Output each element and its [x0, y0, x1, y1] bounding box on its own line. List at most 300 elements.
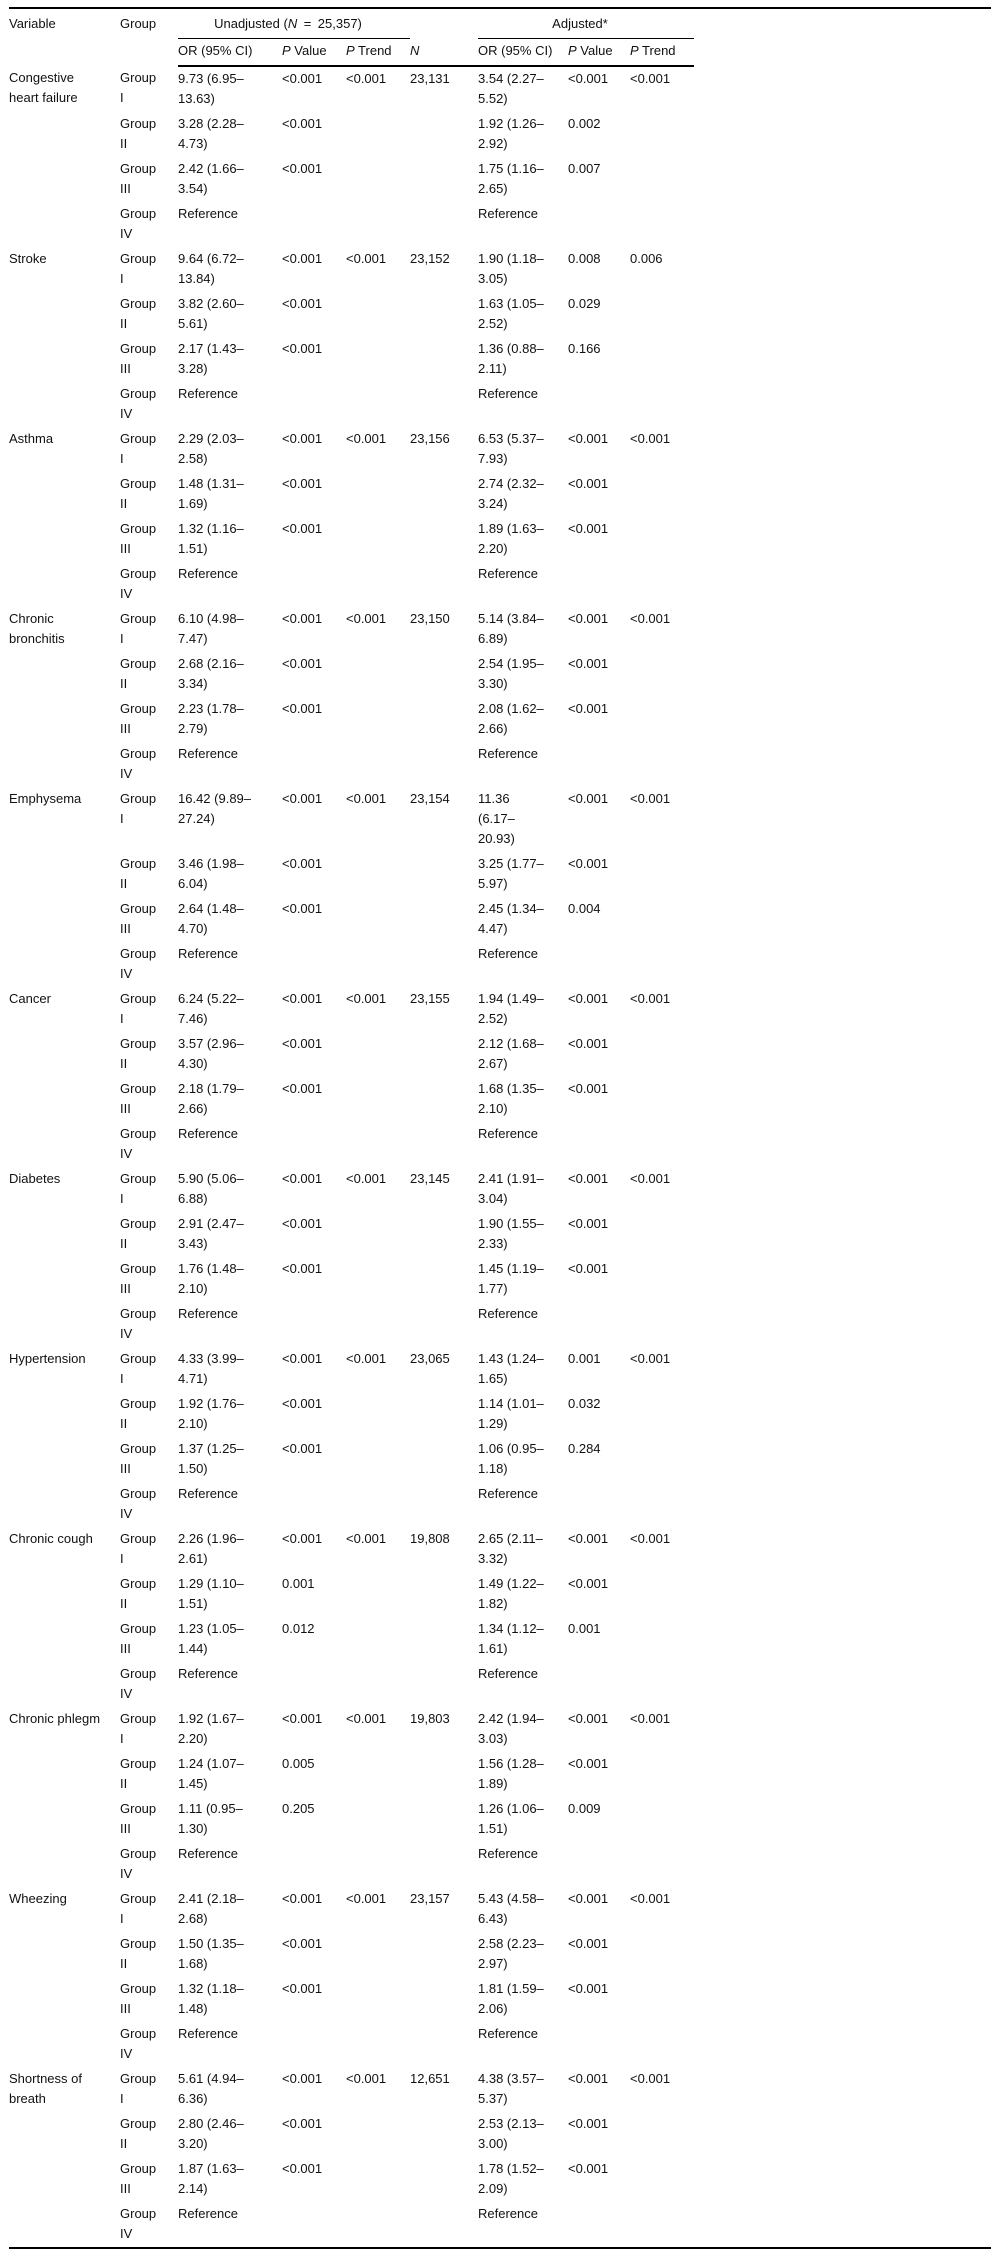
unadjusted-ptrend-cell — [346, 157, 410, 202]
unadjusted-pvalue-cell: 0.001 — [282, 1576, 315, 1591]
unadjusted-pvalue-cell — [282, 382, 346, 427]
adjusted-or-cell: 2.42 (1.94–3.03) — [478, 1711, 544, 1746]
adjusted-or-cell: 3.25 (1.77–5.97) — [478, 856, 544, 891]
group-cell: Group III — [120, 1801, 157, 1836]
group-cell: Group IV — [120, 1666, 157, 1701]
adjusted-ptrend-cell — [630, 517, 694, 562]
table-row — [9, 1932, 991, 1977]
filler-cell — [694, 562, 991, 607]
unadjusted-ptrend-cell — [346, 1797, 410, 1842]
group-cell: Group III — [120, 1441, 157, 1476]
table-row — [9, 1437, 991, 1482]
table-row — [9, 1212, 991, 1257]
group-cell: Group III — [120, 1981, 157, 2016]
adjusted-ptrend-cell — [630, 1437, 694, 1482]
variable-cell — [9, 562, 120, 607]
adjusted-pvalue-cell — [568, 1302, 630, 1347]
table-row — [9, 1302, 991, 1347]
filler-cell — [694, 427, 991, 472]
n-cell — [410, 1932, 478, 1977]
adjusted-ptrend-cell — [630, 562, 694, 607]
n-cell — [410, 852, 478, 897]
adjusted-pvalue-cell: <0.001 — [568, 656, 609, 671]
adjusted-pvalue-cell: 0.009 — [568, 1801, 601, 1816]
group-cell: Group IV — [120, 386, 157, 421]
unadjusted-or-cell: 9.73 (6.95–13.63) — [178, 71, 244, 106]
variable-cell: Wheezing — [9, 1891, 67, 1906]
group-cell: Group IV — [120, 746, 157, 781]
table-row — [9, 852, 991, 897]
unadjusted-or-cell: Reference — [178, 1666, 238, 1681]
unadjusted-or-cell: 1.92 (1.67–2.20) — [178, 1711, 244, 1746]
filler-cell — [694, 1842, 991, 1887]
adjusted-or-cell: 1.90 (1.18–3.05) — [478, 251, 544, 286]
variable-cell: Chronic cough — [9, 1531, 93, 1546]
group-cell: Group III — [120, 1621, 157, 1656]
unadjusted-or-cell: 1.37 (1.25–1.50) — [178, 1441, 244, 1476]
adjusted-ptrend-cell — [630, 1392, 694, 1437]
unadjusted-pvalue-cell — [282, 1662, 346, 1707]
group-cell: Group III — [120, 161, 157, 196]
unadjusted-pvalue-cell: <0.001 — [282, 341, 323, 356]
adjusted-ptrend-cell — [630, 1842, 694, 1887]
adjusted-ptrend-cell — [630, 1617, 694, 1662]
filler-cell — [694, 1077, 991, 1122]
unadjusted-pvalue-cell: 0.205 — [282, 1801, 315, 1816]
n-cell: 19,803 — [410, 1711, 450, 1726]
unadjusted-pvalue-cell: <0.001 — [282, 116, 323, 131]
unadjusted-ptrend-cell — [346, 742, 410, 787]
unadjusted-or-cell: 1.76 (1.48–2.10) — [178, 1261, 244, 1296]
variable-cell — [9, 1572, 120, 1617]
adjusted-or-cell: 2.12 (1.68–2.67) — [478, 1036, 544, 1071]
column-header-adjusted-pvalue — [568, 39, 630, 67]
filler-cell — [694, 247, 991, 292]
n-cell — [410, 1752, 478, 1797]
unadjusted-pvalue-cell: <0.001 — [282, 2161, 323, 2176]
adjusted-or-cell: 1.75 (1.16–2.65) — [478, 161, 544, 196]
unadjusted-ptrend-cell: <0.001 — [346, 431, 387, 446]
unadjusted-pvalue-cell — [282, 1122, 346, 1167]
results-table — [9, 7, 991, 2249]
unadjusted-pvalue-cell: <0.001 — [282, 2116, 323, 2131]
n-cell — [410, 697, 478, 742]
n-cell: 23,154 — [410, 791, 450, 806]
filler-cell — [694, 1797, 991, 1842]
unadjusted-or-cell: 1.29 (1.10–1.51) — [178, 1576, 244, 1611]
filler-cell — [694, 1707, 991, 1752]
n-cell — [410, 1122, 478, 1167]
adjusted-ptrend-cell — [630, 112, 694, 157]
variable-cell — [9, 2157, 120, 2202]
table-row — [9, 1257, 991, 1302]
adjusted-pvalue-cell: 0.029 — [568, 296, 601, 311]
unadjusted-pvalue-cell — [282, 2202, 346, 2248]
unadjusted-pvalue-cell: <0.001 — [282, 1216, 323, 1231]
unadjusted-ptrend-cell — [346, 202, 410, 247]
unadjusted-pvalue-cell: <0.001 — [282, 611, 323, 626]
filler-cell — [694, 2202, 991, 2248]
unadjusted-pvalue-cell: 0.005 — [282, 1756, 315, 1771]
n-cell: 12,651 — [410, 2071, 450, 2086]
table-row — [9, 742, 991, 787]
group-cell: Group I — [120, 1531, 157, 1566]
adjusted-ptrend-cell — [630, 1032, 694, 1077]
adjusted-ptrend-cell — [630, 2112, 694, 2157]
table-row — [9, 337, 991, 382]
group-cell: Group III — [120, 901, 157, 936]
n-cell — [410, 292, 478, 337]
unadjusted-pvalue-cell: <0.001 — [282, 476, 323, 491]
group-cell: Group I — [120, 611, 157, 646]
table-row — [9, 697, 991, 742]
variable-cell: Emphysema — [9, 791, 82, 806]
variable-cell — [9, 2022, 120, 2067]
unadjusted-ptrend-cell: <0.001 — [346, 2071, 387, 2086]
adjusted-pvalue-cell: 0.002 — [568, 116, 601, 131]
adjusted-pvalue-cell: <0.001 — [568, 71, 609, 86]
filler-cell — [694, 337, 991, 382]
adjusted-pvalue-cell — [568, 2202, 630, 2248]
unadjusted-pvalue-cell: <0.001 — [282, 1441, 323, 1456]
adjusted-or-cell: 11.36 (6.17–20.93) — [478, 791, 515, 846]
adjusted-ptrend-cell: <0.001 — [630, 1711, 671, 1726]
adjusted-or-cell: 1.36 (0.88–2.11) — [478, 341, 544, 376]
unadjusted-ptrend-cell — [346, 1437, 410, 1482]
unadjusted-ptrend-cell: <0.001 — [346, 251, 387, 266]
adjusted-pvalue-cell: <0.001 — [568, 1216, 609, 1231]
unadjusted-or-cell: 2.29 (2.03–2.58) — [178, 431, 244, 466]
adjusted-pvalue-cell — [568, 1662, 630, 1707]
unadjusted-or-cell: 2.23 (1.78–2.79) — [178, 701, 244, 736]
n-cell: 23,156 — [410, 431, 450, 446]
filler-cell — [694, 1482, 991, 1527]
unadjusted-ptrend-cell — [346, 2112, 410, 2157]
adjusted-ptrend-cell: <0.001 — [630, 71, 671, 86]
unadjusted-pvalue-cell: <0.001 — [282, 521, 323, 536]
n-cell — [410, 942, 478, 987]
unadjusted-ptrend-cell — [346, 1932, 410, 1977]
unadjusted-ptrend-cell — [346, 2022, 410, 2067]
unadjusted-or-cell: Reference — [178, 2026, 238, 2041]
adjusted-or-cell: Reference — [478, 1126, 538, 1141]
unadjusted-ptrend-cell — [346, 852, 410, 897]
unadjusted-pvalue-cell — [282, 562, 346, 607]
n-cell — [410, 897, 478, 942]
unadjusted-ptrend-cell — [346, 1977, 410, 2022]
adjusted-or-cell: 1.89 (1.63–2.20) — [478, 521, 544, 556]
adjusted-ptrend-cell: <0.001 — [630, 2071, 671, 2086]
unadjusted-or-cell: 2.64 (1.48–4.70) — [178, 901, 244, 936]
unadjusted-or-cell: Reference — [178, 1126, 238, 1141]
adjusted-pvalue-cell: 0.008 — [568, 251, 601, 266]
n-cell: 23,131 — [410, 71, 450, 86]
filler-cell — [694, 382, 991, 427]
adjusted-ptrend-cell — [630, 1257, 694, 1302]
variable-cell — [9, 472, 120, 517]
unadjusted-or-cell: 6.10 (4.98–7.47) — [178, 611, 244, 646]
adjusted-or-cell: Reference — [478, 386, 538, 401]
filler-cell — [694, 472, 991, 517]
variable-cell — [9, 697, 120, 742]
variable-cell — [9, 1662, 120, 1707]
group-cell: Group I — [120, 791, 157, 826]
table-row — [9, 1527, 991, 1572]
filler-cell — [694, 1572, 991, 1617]
adjusted-ptrend-cell — [630, 742, 694, 787]
adjusted-or-cell: 2.74 (2.32–3.24) — [478, 476, 544, 511]
adjusted-ptrend-cell — [630, 2202, 694, 2248]
adjusted-pvalue-cell: <0.001 — [568, 2116, 609, 2131]
table-row — [9, 2067, 991, 2112]
unadjusted-ptrend-cell — [346, 1212, 410, 1257]
variable-cell: Chronic bronchitis — [9, 611, 65, 646]
variable-cell — [9, 852, 120, 897]
n-cell — [410, 2022, 478, 2067]
n-cell: 23,155 — [410, 991, 450, 1006]
unadjusted-pvalue-cell: <0.001 — [282, 1711, 323, 1726]
unadjusted-or-cell: Reference — [178, 1486, 238, 1501]
variable-cell: Diabetes — [9, 1171, 61, 1186]
unadjusted-ptrend-cell: <0.001 — [346, 1171, 387, 1186]
filler-cell — [694, 1032, 991, 1077]
adjusted-ptrend-cell: <0.001 — [630, 1531, 671, 1546]
table-row — [9, 1482, 991, 1527]
adjusted-or-cell: Reference — [478, 746, 538, 761]
n-cell — [410, 1842, 478, 1887]
adjusted-or-cell: 2.08 (1.62–2.66) — [478, 701, 544, 736]
adjusted-or-cell: Reference — [478, 206, 538, 221]
n-cell — [410, 157, 478, 202]
group-cell: Group III — [120, 521, 157, 556]
column-header-unadjusted-or: OR (95% CI) — [178, 39, 282, 67]
table-row — [9, 2112, 991, 2157]
unadjusted-pvalue-cell — [282, 2022, 346, 2067]
ptrend-label: Trend — [354, 43, 392, 58]
unadjusted-ptrend-cell — [346, 1842, 410, 1887]
column-header-adjusted-or: OR (95% CI) — [478, 39, 568, 67]
unadjusted-ptrend-cell: <0.001 — [346, 611, 387, 626]
adjusted-or-cell: 3.54 (2.27–5.52) — [478, 71, 544, 106]
group-cell: Group III — [120, 1081, 157, 1116]
n-cell: 23,157 — [410, 1891, 450, 1906]
filler-cell — [694, 742, 991, 787]
group-cell: Group IV — [120, 1486, 157, 1521]
variable-cell — [9, 337, 120, 382]
variable-cell — [9, 1797, 120, 1842]
unadjusted-or-cell: 9.64 (6.72–13.84) — [178, 251, 244, 286]
unadjusted-ptrend-cell — [346, 1482, 410, 1527]
unadjusted-ptrend-cell — [346, 1257, 410, 1302]
n-cell — [410, 1617, 478, 1662]
unadjusted-ptrend-cell — [346, 2157, 410, 2202]
table-row — [9, 1077, 991, 1122]
filler-cell — [694, 942, 991, 987]
group-cell: Group I — [120, 251, 157, 286]
unadjusted-or-cell: Reference — [178, 206, 238, 221]
adjusted-pvalue-cell: 0.032 — [568, 1396, 601, 1411]
adjusted-pvalue-cell — [568, 1122, 630, 1167]
variable-cell — [9, 112, 120, 157]
adjusted-pvalue-cell — [568, 1482, 630, 1527]
filler-cell — [694, 1167, 991, 1212]
unadjusted-ptrend-cell — [346, 652, 410, 697]
adjusted-ptrend-cell — [630, 852, 694, 897]
filler-cell — [694, 1662, 991, 1707]
unadjusted-or-cell: 3.46 (1.98–6.04) — [178, 856, 244, 891]
adjusted-or-cell: 1.06 (0.95–1.18) — [478, 1441, 544, 1476]
group-cell: Group II — [120, 1756, 157, 1791]
unadjusted-or-cell: 2.91 (2.47–3.43) — [178, 1216, 244, 1251]
unadjusted-or-cell: 1.24 (1.07–1.45) — [178, 1756, 244, 1791]
n-cell — [410, 337, 478, 382]
adjusted-ptrend-cell — [630, 1482, 694, 1527]
table-row — [9, 517, 991, 562]
group-cell: Group II — [120, 656, 157, 691]
unadjusted-pvalue-cell: <0.001 — [282, 296, 323, 311]
adjusted-pvalue-cell: <0.001 — [568, 1081, 609, 1096]
adjusted-ptrend-cell — [630, 942, 694, 987]
unadjusted-or-cell: 1.32 (1.16–1.51) — [178, 521, 244, 556]
filler-cell — [694, 1932, 991, 1977]
adjusted-pvalue-cell: <0.001 — [568, 611, 609, 626]
filler-cell — [694, 652, 991, 697]
variable-cell — [9, 157, 120, 202]
unadjusted-ptrend-cell — [346, 112, 410, 157]
table-row — [9, 987, 991, 1032]
group-cell: Group III — [120, 701, 157, 736]
adjusted-pvalue-cell — [568, 562, 630, 607]
n-cell — [410, 472, 478, 517]
variable-cell — [9, 2202, 120, 2248]
adjusted-ptrend-cell: <0.001 — [630, 1891, 671, 1906]
group-cell: Group I — [120, 1891, 157, 1926]
unadjusted-ptrend-cell: <0.001 — [346, 1711, 387, 1726]
adjusted-ptrend-cell — [630, 652, 694, 697]
adjusted-pvalue-cell: <0.001 — [568, 856, 609, 871]
group-cell: Group II — [120, 1936, 157, 1971]
unadjusted-or-cell: 5.61 (4.94–6.36) — [178, 2071, 244, 2106]
variable-cell — [9, 1032, 120, 1077]
table-row — [9, 562, 991, 607]
adjusted-pvalue-cell: <0.001 — [568, 1891, 609, 1906]
unadjusted-or-cell: 1.87 (1.63–2.14) — [178, 2161, 244, 2196]
adjusted-or-cell: 1.14 (1.01–1.29) — [478, 1396, 544, 1431]
ptrend-label: Trend — [638, 43, 676, 58]
group-cell: Group IV — [120, 1126, 157, 1161]
adjusted-pvalue-cell: <0.001 — [568, 1171, 609, 1186]
column-header-group: Group — [120, 16, 157, 31]
filler-cell — [694, 697, 991, 742]
group-cell: Group II — [120, 2116, 157, 2151]
unadjusted-pvalue-cell — [282, 1302, 346, 1347]
filler-cell — [694, 112, 991, 157]
table-row — [9, 202, 991, 247]
unadjusted-pvalue-cell: 0.012 — [282, 1621, 315, 1636]
adjusted-ptrend-cell — [630, 1797, 694, 1842]
unadjusted-or-cell: Reference — [178, 746, 238, 761]
adjusted-or-cell: 2.41 (1.91–3.04) — [478, 1171, 544, 1206]
table-row — [9, 157, 991, 202]
unadjusted-or-cell: 2.80 (2.46–3.20) — [178, 2116, 244, 2151]
n-cell: 23,150 — [410, 611, 450, 626]
variable-cell — [9, 897, 120, 942]
filler-cell — [694, 852, 991, 897]
adjusted-or-cell: 1.56 (1.28–1.89) — [478, 1756, 544, 1791]
p-symbol: P — [568, 43, 577, 58]
table-row — [9, 1842, 991, 1887]
unadjusted-or-cell: Reference — [178, 2206, 238, 2221]
unadjusted-or-cell: 1.92 (1.76–2.10) — [178, 1396, 244, 1431]
adjusted-pvalue-cell: <0.001 — [568, 1756, 609, 1771]
p-symbol: P — [346, 43, 355, 58]
table-row — [9, 472, 991, 517]
unadjusted-or-cell: 2.68 (2.16–3.34) — [178, 656, 244, 691]
unadjusted-pvalue-cell: <0.001 — [282, 1351, 323, 1366]
unadjusted-ptrend-cell — [346, 1302, 410, 1347]
unadjusted-pvalue-cell: <0.001 — [282, 1981, 323, 1996]
unadjusted-pvalue-cell: <0.001 — [282, 1036, 323, 1051]
table-row — [9, 247, 991, 292]
n-cell — [410, 1797, 478, 1842]
adjusted-pvalue-cell: <0.001 — [568, 2161, 609, 2176]
adjusted-ptrend-cell — [630, 337, 694, 382]
adjusted-or-cell: 1.90 (1.55–2.33) — [478, 1216, 544, 1251]
adjusted-pvalue-cell: 0.284 — [568, 1441, 601, 1456]
variable-cell — [9, 1392, 120, 1437]
adjusted-pvalue-cell: <0.001 — [568, 1936, 609, 1951]
variable-cell: Shortness of breath — [9, 2071, 82, 2106]
adjusted-ptrend-cell: <0.001 — [630, 611, 671, 626]
table-row — [9, 382, 991, 427]
adjusted-pvalue-cell: <0.001 — [568, 701, 609, 716]
unadjusted-ptrend-cell — [346, 1392, 410, 1437]
column-header-variable: Variable — [9, 16, 56, 31]
variable-cell — [9, 1932, 120, 1977]
filler-cell — [694, 1437, 991, 1482]
unadjusted-or-cell: Reference — [178, 946, 238, 961]
group-cell: Group II — [120, 1036, 157, 1071]
group-cell: Group IV — [120, 206, 157, 241]
adjusted-or-cell: 2.58 (2.23–2.97) — [478, 1936, 544, 1971]
adjusted-pvalue-cell: <0.001 — [568, 2071, 609, 2086]
variable-cell — [9, 2112, 120, 2157]
group-cell: Group IV — [120, 1306, 157, 1341]
unadjusted-pvalue-cell: <0.001 — [282, 1891, 323, 1906]
n-cell — [410, 2157, 478, 2202]
variable-cell — [9, 1257, 120, 1302]
n-cell — [410, 1212, 478, 1257]
unadjusted-pvalue-cell: <0.001 — [282, 1261, 323, 1276]
n-cell — [410, 1977, 478, 2022]
group-cell: Group I — [120, 431, 157, 466]
adjusted-or-cell: 1.49 (1.22–1.82) — [478, 1576, 544, 1611]
adjusted-or-cell: 1.94 (1.49–2.52) — [478, 991, 544, 1026]
variable-cell: Hypertension — [9, 1351, 86, 1366]
variable-cell — [9, 1302, 120, 1347]
group-cell: Group I — [120, 2071, 157, 2106]
variable-cell — [9, 1212, 120, 1257]
filler-cell — [694, 787, 991, 852]
group-cell: Group I — [120, 1711, 157, 1746]
adjusted-or-cell: 1.26 (1.06–1.51) — [478, 1801, 544, 1836]
unadjusted-pvalue-cell: <0.001 — [282, 251, 323, 266]
adjusted-or-cell: 2.45 (1.34–4.47) — [478, 901, 544, 936]
adjusted-ptrend-cell — [630, 1122, 694, 1167]
unadjusted-pvalue-cell: <0.001 — [282, 991, 323, 1006]
unadjusted-or-cell: 16.42 (9.89–27.24) — [178, 791, 252, 826]
n-cell — [410, 1572, 478, 1617]
